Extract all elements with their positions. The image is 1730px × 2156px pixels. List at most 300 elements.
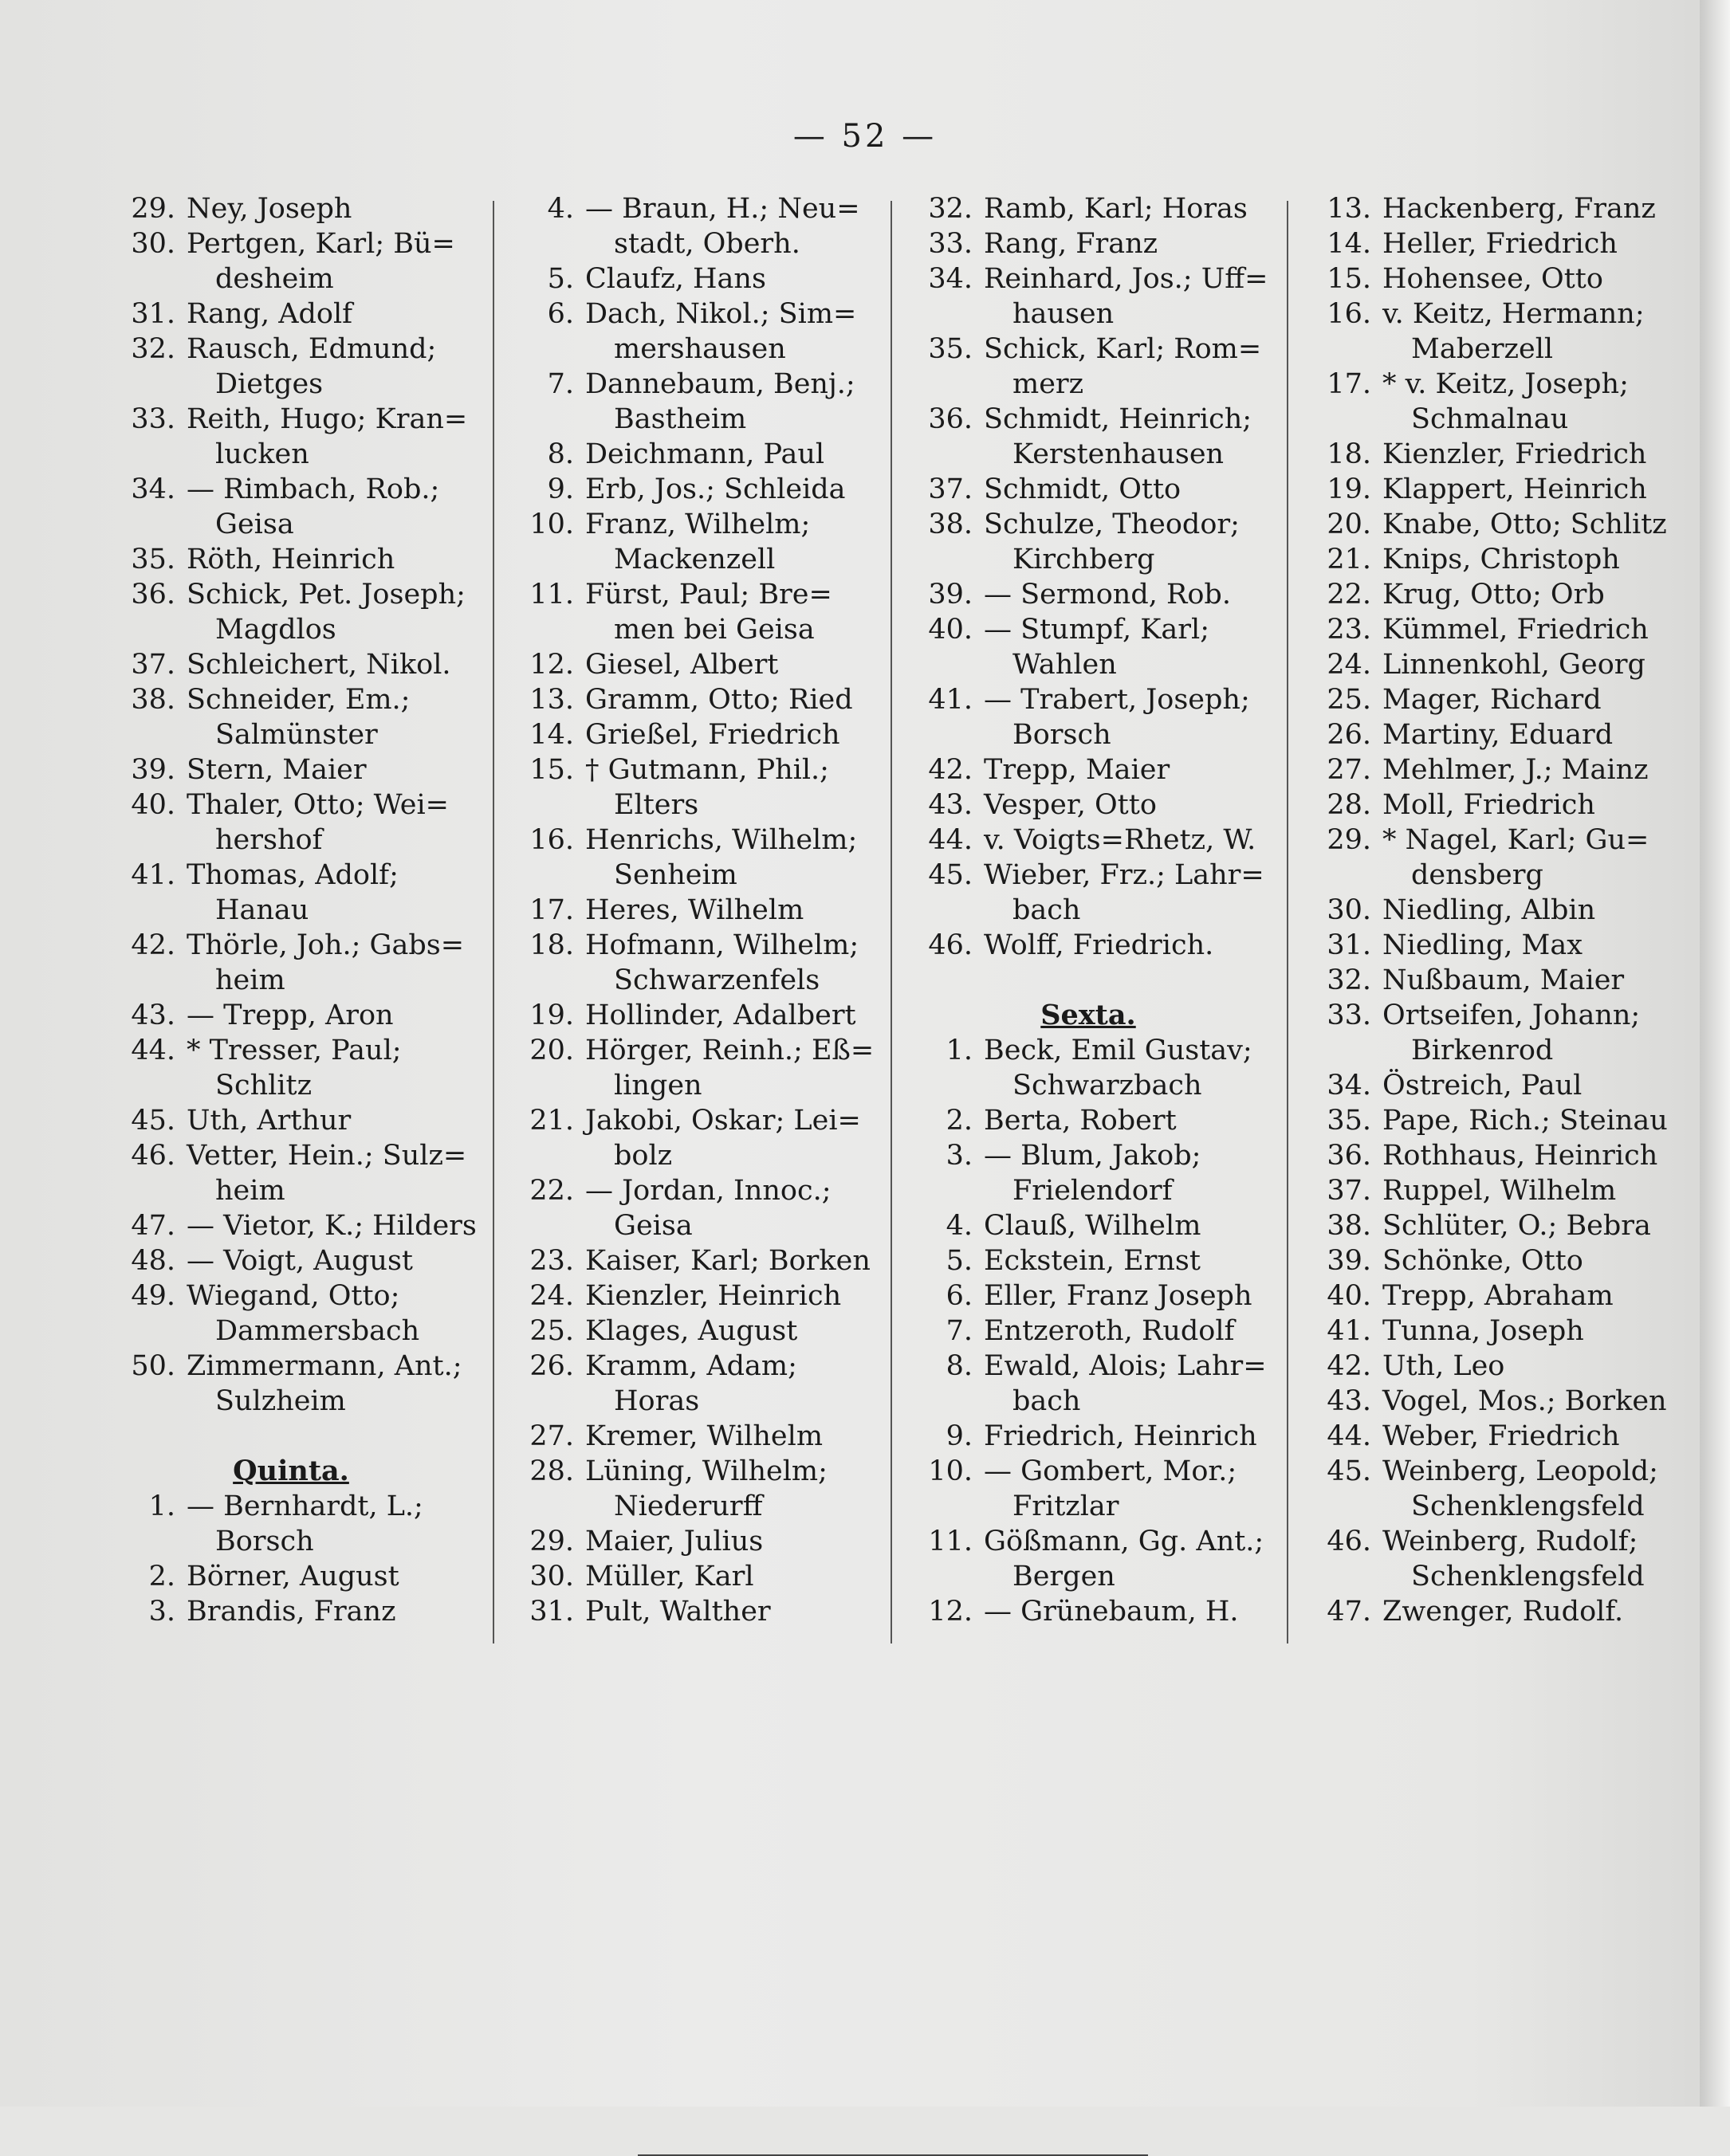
list-item [510,1524,901,1559]
list-item [1307,787,1670,823]
entry-number: 38. [928,509,973,540]
list-item [1307,226,1670,261]
list-item [1307,577,1670,612]
list-item [510,928,901,963]
entry-text: Schlüter, O.; Bebra [1382,1210,1651,1242]
entry-number: 47. [131,1210,175,1242]
entry-number: 17. [529,894,574,926]
entry-text: Mehlmer, J.; Mainz [1382,754,1649,786]
entry-number: 33. [928,228,973,260]
entry-text: Röth, Heinrich [187,544,395,575]
list-item [112,296,502,332]
entry-number: 46. [928,929,973,961]
entry-text: — Sermond, Rob. [984,579,1231,611]
list-item [909,472,1299,507]
entry-text: v. Voigts=Rhetz, W. [984,824,1256,856]
list-item [510,296,901,332]
entry-number: 20. [1327,509,1371,540]
entry-number: 37. [131,649,175,681]
list-item [112,472,502,507]
entry-text: Zimmermann, Ant.; [187,1350,462,1382]
list-item [909,787,1299,823]
entry-continuation: Bastheim [614,403,747,435]
entry-text: Kramm, Adam; [585,1350,797,1382]
entry-text: Friedrich, Heinrich [984,1420,1257,1452]
entry-continuation: Borsch [1012,719,1111,751]
entry-text: Uth, Arthur [187,1105,352,1137]
page-edge [1700,0,1730,2107]
list-item [112,332,502,367]
entry-continuation: heim [215,1175,285,1207]
column-1 [112,191,502,1629]
entry-number: 44. [1327,1420,1371,1452]
list-item [909,1349,1299,1384]
entry-number: 26. [1327,719,1371,751]
entry-text: Dannebaum, Benj.; [585,368,855,400]
entry-number: 11. [529,579,574,611]
entry-continuation: stadt, Oberh. [614,228,800,260]
entry-number: 27. [529,1420,574,1452]
entry-number: 43. [131,999,175,1031]
entry-text: Kümmel, Friedrich [1382,614,1649,646]
entry-number: 15. [529,754,574,786]
list-item [909,1314,1299,1349]
entry-text: — Jordan, Innoc.; [585,1175,832,1207]
list-item [909,191,1299,226]
entry-continuation: lucken [215,438,309,470]
entry-number: 3. [148,1596,175,1628]
entry-continuation: bolz [614,1140,673,1172]
list-item [510,437,901,472]
list-item [1307,823,1670,858]
entry-number: 21. [1327,544,1371,575]
list-item [909,261,1299,296]
entry-text: Henrichs, Wilhelm; [585,824,858,856]
list-item [112,647,502,682]
list-item [510,893,901,928]
entry-text: Beck, Emil Gustav; [984,1035,1252,1066]
entry-continuation: Horas [614,1385,700,1417]
entry-number: 14. [529,719,574,751]
list-item [1307,1173,1670,1208]
entry-number: 34. [928,263,973,295]
list-item [909,1033,1299,1068]
list-item [1307,1349,1670,1384]
entry-number: 37. [1327,1175,1371,1207]
list-item [1307,612,1670,647]
section-heading: Quinta. [233,1455,349,1487]
entry-continuation: bach [1012,1385,1081,1417]
entry-text: Hollinder, Adalbert [585,999,856,1031]
entry-text: Eckstein, Ernst [984,1245,1201,1277]
list-item [112,1243,502,1278]
entry-number: 45. [131,1105,175,1137]
list-item [510,1173,901,1208]
entry-text: Brandis, Franz [187,1596,396,1628]
entry-text: Stern, Maier [187,754,367,786]
entry-text: Hackenberg, Franz [1382,193,1656,225]
entry-number: 6. [547,298,574,330]
entry-text: Eller, Franz Joseph [984,1280,1252,1312]
list-item [510,682,901,717]
entry-text: Pult, Walther [585,1596,771,1628]
entry-number: 18. [1327,438,1371,470]
entry-text: Gramm, Otto; Ried [585,684,853,716]
list-item [1307,998,1670,1033]
entry-number: 29. [529,1526,574,1557]
entry-number: 42. [131,929,175,961]
list-item [909,1208,1299,1243]
list-item [510,1559,901,1594]
entry-continuation: Schmalnau [1411,403,1569,435]
list-item [112,191,502,226]
list-item [510,367,901,402]
list-item [510,1033,901,1068]
entry-text: — Bernhardt, L.; [187,1490,423,1522]
entry-text: Martiny, Eduard [1382,719,1614,751]
entry-text: Moll, Friedrich [1382,789,1595,821]
entry-text: Dach, Nikol.; Sim= [585,298,857,330]
entry-text: * v. Keitz, Joseph; [1382,368,1629,400]
entry-text: Weinberg, Rudolf; [1382,1526,1638,1557]
entry-text: Kienzler, Heinrich [585,1280,842,1312]
entry-text: Vesper, Otto [984,789,1157,821]
entry-text: Schulze, Theodor; [984,509,1240,540]
list-item [909,507,1299,542]
list-item [510,1314,901,1349]
entry-number: 25. [1327,684,1371,716]
entry-number: 38. [1327,1210,1371,1242]
list-item [909,1454,1299,1489]
entry-text: Trepp, Maier [984,754,1170,786]
entry-text: Ney, Joseph [187,193,352,225]
entry-text: Claufz, Hans [585,263,766,295]
list-item [1307,1243,1670,1278]
entry-number: 33. [1327,999,1371,1031]
list-item [112,542,502,577]
list-item [112,1559,502,1594]
entry-text: Weinberg, Leopold; [1382,1455,1658,1487]
entry-continuation: mershausen [614,333,786,365]
list-item [112,226,502,261]
list-item [112,858,502,893]
entry-text: Heres, Wilhelm [585,894,804,926]
list-item [909,577,1299,612]
spacer [909,963,1299,998]
list-item [510,1349,901,1384]
entry-number: 45. [1327,1455,1371,1487]
entry-number: 4. [946,1210,973,1242]
list-item [1307,1138,1670,1173]
entry-text: Thörle, Joh.; Gabs= [187,929,465,961]
entry-number: 23. [1327,614,1371,646]
entry-continuation: Birkenrod [1411,1035,1554,1066]
entry-number: 9. [946,1420,973,1452]
entry-number: 31. [131,298,175,330]
entry-number: 29. [1327,824,1371,856]
entry-number: 8. [946,1350,973,1382]
list-item [909,928,1299,963]
list-item [1307,1314,1670,1349]
entry-number: 7. [946,1315,973,1347]
list-item [510,1278,901,1314]
list-item [1307,752,1670,787]
entry-text: Östreich, Paul [1382,1070,1583,1102]
entry-number: 36. [928,403,973,435]
entry-number: 26. [529,1350,574,1382]
entry-number: 4. [547,193,574,225]
list-item [1307,472,1670,507]
list-item [510,1419,901,1454]
entry-text: Franz, Wilhelm; [585,509,811,540]
entry-text: Ruppel, Wilhelm [1382,1175,1617,1207]
entry-number: 3. [946,1140,973,1172]
column-3 [909,191,1299,1629]
list-item [510,647,901,682]
list-item [909,332,1299,367]
list-item [909,858,1299,893]
entry-continuation: Niederurff [614,1490,763,1522]
entry-number: 49. [131,1280,175,1312]
list-item [909,1278,1299,1314]
entry-number: 10. [928,1455,973,1487]
entry-number: 30. [529,1561,574,1592]
entry-number: 42. [928,754,973,786]
entry-number: 33. [131,403,175,435]
list-item [909,1243,1299,1278]
entry-number: 32. [131,333,175,365]
entry-number: 41. [928,684,973,716]
entry-number: 32. [928,193,973,225]
list-item [1307,893,1670,928]
entry-number: 32. [1327,964,1371,996]
entry-text: Lüning, Wilhelm; [585,1455,828,1487]
list-item [1307,1594,1670,1629]
entry-text: Schick, Pet. Joseph; [187,579,466,611]
entry-number: 43. [1327,1385,1371,1417]
entry-text: Ewald, Alois; Lahr= [984,1350,1267,1382]
entry-number: 41. [131,859,175,891]
entry-number: 9. [547,473,574,505]
entry-text: — Rimbach, Rob.; [187,473,440,505]
entry-continuation: Borsch [215,1526,314,1557]
entry-number: 27. [1327,754,1371,786]
entry-continuation: densberg [1411,859,1543,891]
list-item [112,1103,502,1138]
entry-text: Pertgen, Karl; Bü= [187,228,455,260]
entry-continuation: desheim [215,263,334,295]
list-item [112,752,502,787]
entry-text: Pape, Rich.; Steinau [1382,1105,1668,1137]
entry-text: Hörger, Reinh.; Eß= [585,1035,875,1066]
entry-text: † Gutmann, Phil.; [585,754,829,786]
entry-text: — Vietor, K.; Hilders [187,1210,477,1242]
entry-continuation: Schwarzenfels [614,964,820,996]
list-item [112,1349,502,1384]
list-item [510,507,901,542]
entry-text: Hohensee, Otto [1382,263,1603,295]
list-item [112,577,502,612]
list-item [1307,1068,1670,1103]
entry-number: 31. [529,1596,574,1628]
entry-number: 40. [928,614,973,646]
entry-continuation: Dietges [215,368,324,400]
entry-number: 47. [1327,1596,1371,1628]
entry-number: 1. [148,1490,175,1522]
entry-number: 34. [131,473,175,505]
list-item [1307,1419,1670,1454]
entry-continuation: men bei Geisa [614,614,815,646]
entry-continuation: Mackenzell [614,544,776,575]
entry-number: 37. [928,473,973,505]
entry-text: Vetter, Hein.; Sulz= [187,1140,467,1172]
entry-continuation: Fritzlar [1012,1490,1119,1522]
entry-number: 7. [547,368,574,400]
list-item [112,1208,502,1243]
list-item [909,752,1299,787]
entry-text: Rang, Franz [984,228,1158,260]
list-item [1307,261,1670,296]
entry-number: 20. [529,1035,574,1066]
entry-number: 35. [928,333,973,365]
list-item [909,1103,1299,1138]
entry-continuation: Senheim [614,859,737,891]
entry-number: 1. [946,1035,973,1066]
list-item [1307,682,1670,717]
entry-text: Knips, Christoph [1382,544,1620,575]
entry-number: 42. [1327,1350,1371,1382]
list-item [909,612,1299,647]
list-item [112,928,502,963]
entry-text: Grießel, Friedrich [585,719,840,751]
entry-number: 35. [131,544,175,575]
entry-number: 40. [131,789,175,821]
list-item [1307,1208,1670,1243]
entry-number: 30. [1327,894,1371,926]
list-item [510,1243,901,1278]
entry-text: Weber, Friedrich [1382,1420,1620,1452]
entry-text: Wiegand, Otto; [187,1280,400,1312]
column-2 [510,191,901,1629]
entry-number: 41. [1327,1315,1371,1347]
list-item [510,1594,901,1629]
entry-text: Tunna, Joseph [1382,1315,1584,1347]
entry-continuation: lingen [614,1070,702,1102]
entry-number: 50. [131,1350,175,1382]
entry-number: 28. [529,1455,574,1487]
entry-continuation: bach [1012,894,1081,926]
entry-text: Trepp, Abraham [1382,1280,1614,1312]
entry-number: 17. [1327,368,1371,400]
list-item [1307,1524,1670,1559]
spacer [112,1419,502,1454]
list-item [510,717,901,752]
entry-continuation: Elters [614,789,699,821]
list-item [1307,437,1670,472]
entry-number: 29. [131,193,175,225]
entry-text: Schmidt, Otto [984,473,1182,505]
entry-number: 40. [1327,1280,1371,1312]
entry-continuation: Kirchberg [1012,544,1155,575]
entry-text: * Tresser, Paul; [187,1035,402,1066]
list-item [1307,507,1670,542]
entry-continuation: Schenklengsfeld [1411,1490,1645,1522]
entry-text: — Grünebaum, H. [984,1596,1239,1628]
column-4 [1307,191,1670,1629]
entry-number: 45. [928,859,973,891]
list-item [1307,542,1670,577]
entry-number: 30. [131,228,175,260]
entry-number: 34. [1327,1070,1371,1102]
entry-continuation: Hanau [215,894,309,926]
entry-text: Fürst, Paul; Bre= [585,579,832,611]
entry-text: Schmidt, Heinrich; [984,403,1252,435]
list-item [510,191,901,226]
entry-text: — Trepp, Aron [187,999,394,1031]
entry-text: Reinhard, Jos.; Uff= [984,263,1268,295]
entry-continuation: Geisa [215,509,294,540]
entry-text: Kremer, Wilhelm [585,1420,824,1452]
entry-number: 6. [946,1280,973,1312]
entry-text: v. Keitz, Hermann; [1382,298,1645,330]
entry-text: Schick, Karl; Rom= [984,333,1262,365]
entry-text: Wieber, Frz.; Lahr= [984,859,1264,891]
list-item [1307,367,1670,402]
entry-number: 23. [529,1245,574,1277]
entry-text: Erb, Jos.; Schleida [585,473,846,505]
entry-number: 44. [131,1035,175,1066]
list-item [510,1454,901,1489]
entry-continuation: Salmünster [215,719,378,751]
list-item [1307,1384,1670,1419]
entry-text: Gößmann, Gg. Ant.; [984,1526,1264,1557]
entry-text: Ortseifen, Johann; [1382,999,1641,1031]
list-item [510,1103,901,1138]
entry-continuation: hausen [1012,298,1115,330]
entry-number: 8. [547,438,574,470]
entry-number: 38. [131,684,175,716]
entry-number: 31. [1327,929,1371,961]
entry-number: 18. [529,929,574,961]
list-item [112,998,502,1033]
page-number: — 52 — [792,118,938,155]
entry-continuation: Kerstenhausen [1012,438,1225,470]
entry-number: 46. [1327,1526,1371,1557]
entry-text: Wolff, Friedrich. [984,929,1214,961]
list-item [510,823,901,858]
entry-text: Rothhaus, Heinrich [1382,1140,1658,1172]
entry-number: 2. [148,1561,175,1592]
entry-number: 15. [1327,263,1371,295]
entry-continuation: Schlitz [215,1070,313,1102]
entry-text: Schönke, Otto [1382,1245,1583,1277]
entry-number: 13. [529,684,574,716]
entry-text: — Voigt, August [187,1245,413,1277]
entry-text: Krug, Otto; Orb [1382,579,1605,611]
entry-text: Schleichert, Nikol. [187,649,451,681]
list-item [1307,296,1670,332]
list-item [1307,191,1670,226]
list-item [909,823,1299,858]
entry-number: 10. [529,509,574,540]
entry-number: 14. [1327,228,1371,260]
list-item [510,752,901,787]
entry-number: 19. [529,999,574,1031]
entry-continuation: heim [215,964,285,996]
entry-text: Niedling, Max [1382,929,1583,961]
entry-number: 44. [928,824,973,856]
entry-number: 16. [1327,298,1371,330]
